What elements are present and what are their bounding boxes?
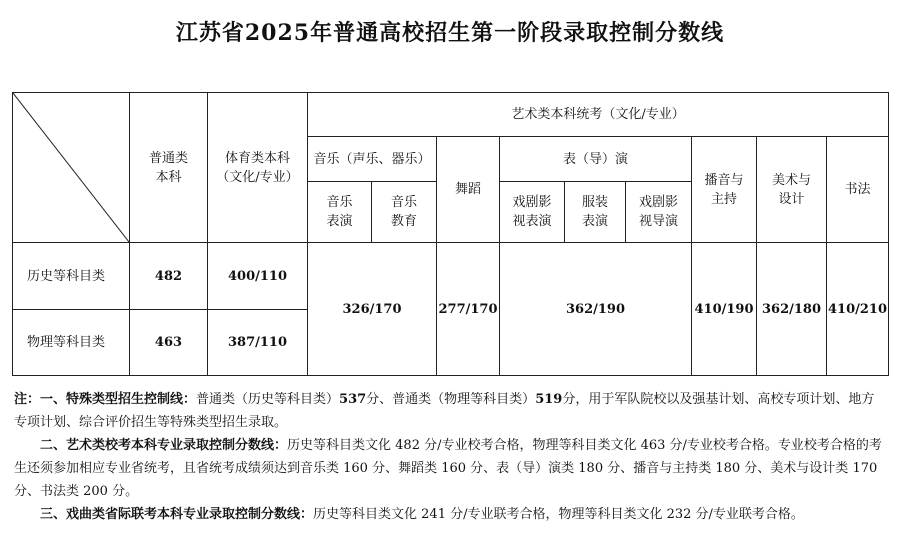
header-art-group: 艺术类本科统考（文化/专业） bbox=[308, 93, 889, 137]
header-music-edu-line1: 音乐 bbox=[390, 195, 417, 210]
note-2 bbox=[14, 434, 886, 503]
diagonal-line bbox=[13, 93, 129, 242]
note-1-text-c: 分，用于军队院校以及强基计划、高校专项计划、地方专项计划、综合评价招生等特殊类型招生录取。 bbox=[14, 392, 875, 430]
page-title: 江苏省2025年普通高校招生第一阶段录取控制分数线 bbox=[175, 20, 725, 46]
row-label-physics: 物理等科目类 bbox=[13, 310, 130, 376]
header-regular bbox=[130, 93, 208, 243]
header-drama-line2: 视表演 bbox=[512, 214, 552, 229]
header-broadcast-line1: 播音与 bbox=[704, 172, 744, 188]
note-1-text-b: 分、普通类（物理等科目类） bbox=[366, 392, 536, 407]
score-table bbox=[12, 92, 889, 376]
note-2-text: 历史等科目类文化 482 分/专业校考合格，物理等科目类文化 463 分/专业校考合格。专业校考合格的考生还须参加相应专业省统考，且省统考成绩须达到音乐类 160 分、舞蹈类 160 分、表（导）演类 180 分、播音与主持类 180 分、美术与设计类 170 分、书法类 200 分。 bbox=[14, 438, 882, 499]
cell-fineart-score: 362/180 bbox=[757, 243, 827, 376]
header-calligraphy: 书法 bbox=[827, 137, 889, 243]
header-fineart-line1: 美术与 bbox=[771, 172, 811, 188]
header-drama-director bbox=[626, 182, 692, 243]
header-fineart-line2: 设计 bbox=[778, 191, 805, 207]
header-music-perf-line1: 音乐 bbox=[326, 195, 353, 210]
cell-calligraphy-score: 410/210 bbox=[827, 243, 889, 376]
header-sports bbox=[208, 93, 308, 243]
header-director-line2: 视导演 bbox=[638, 214, 678, 229]
note-1-label: 注：一、特殊类型招生控制线： bbox=[14, 392, 197, 407]
note-1 bbox=[14, 388, 886, 434]
note-3-text: 历史等科目类文化 241 分/专业联考合格，物理等科目类文化 232 分/专业联考合格。 bbox=[313, 507, 804, 522]
header-costume-line1: 服装 bbox=[581, 195, 608, 210]
header-director-line1: 戏剧影 bbox=[638, 195, 678, 210]
corner-cell bbox=[13, 93, 130, 243]
header-sports-line2: （文化/专业） bbox=[216, 169, 299, 185]
cell-physics-sports: 387/110 bbox=[208, 310, 308, 376]
header-fineart bbox=[757, 137, 827, 243]
note-1-score-a: 537 bbox=[339, 392, 367, 407]
note-3-label: 三、戏曲类省际联考本科专业录取控制分数线： bbox=[40, 507, 314, 522]
notes-section bbox=[14, 388, 886, 526]
cell-dance-score: 277/170 bbox=[437, 243, 500, 376]
header-broadcast bbox=[692, 137, 757, 243]
header-perform-group: 表（导）演 bbox=[500, 137, 692, 182]
header-sports-line1: 体育类本科 bbox=[224, 150, 290, 166]
cell-history-regular: 482 bbox=[130, 243, 208, 310]
cell-performance-score: 362/190 bbox=[500, 243, 692, 376]
header-costume-line2: 表演 bbox=[581, 214, 608, 229]
header-regular-line1: 普通类 bbox=[148, 150, 188, 166]
header-drama-performance bbox=[500, 182, 565, 243]
header-dance: 舞蹈 bbox=[437, 137, 500, 243]
cell-physics-regular: 463 bbox=[130, 310, 208, 376]
header-music-education bbox=[372, 182, 437, 243]
header-costume-performance bbox=[565, 182, 626, 243]
header-regular-line2: 本科 bbox=[155, 169, 182, 185]
header-music-group: 音乐（声乐、器乐） bbox=[308, 137, 437, 182]
header-music-performance bbox=[308, 182, 372, 243]
note-2-label: 二、艺术类校考本科专业录取控制分数线： bbox=[40, 438, 288, 453]
cell-history-sports: 400/110 bbox=[208, 243, 308, 310]
cell-music-score: 326/170 bbox=[308, 243, 437, 376]
header-drama-line1: 戏剧影 bbox=[512, 195, 552, 210]
header-music-perf-line2: 表演 bbox=[326, 214, 353, 229]
cell-broadcast-score: 410/190 bbox=[692, 243, 757, 376]
header-music-edu-line2: 教育 bbox=[390, 214, 417, 229]
note-1-text-a: 普通类（历史等科目类） bbox=[196, 392, 340, 407]
header-broadcast-line2: 主持 bbox=[710, 191, 737, 207]
note-3 bbox=[14, 503, 886, 526]
row-label-history: 历史等科目类 bbox=[13, 243, 130, 310]
note-1-score-b: 519 bbox=[535, 392, 563, 407]
